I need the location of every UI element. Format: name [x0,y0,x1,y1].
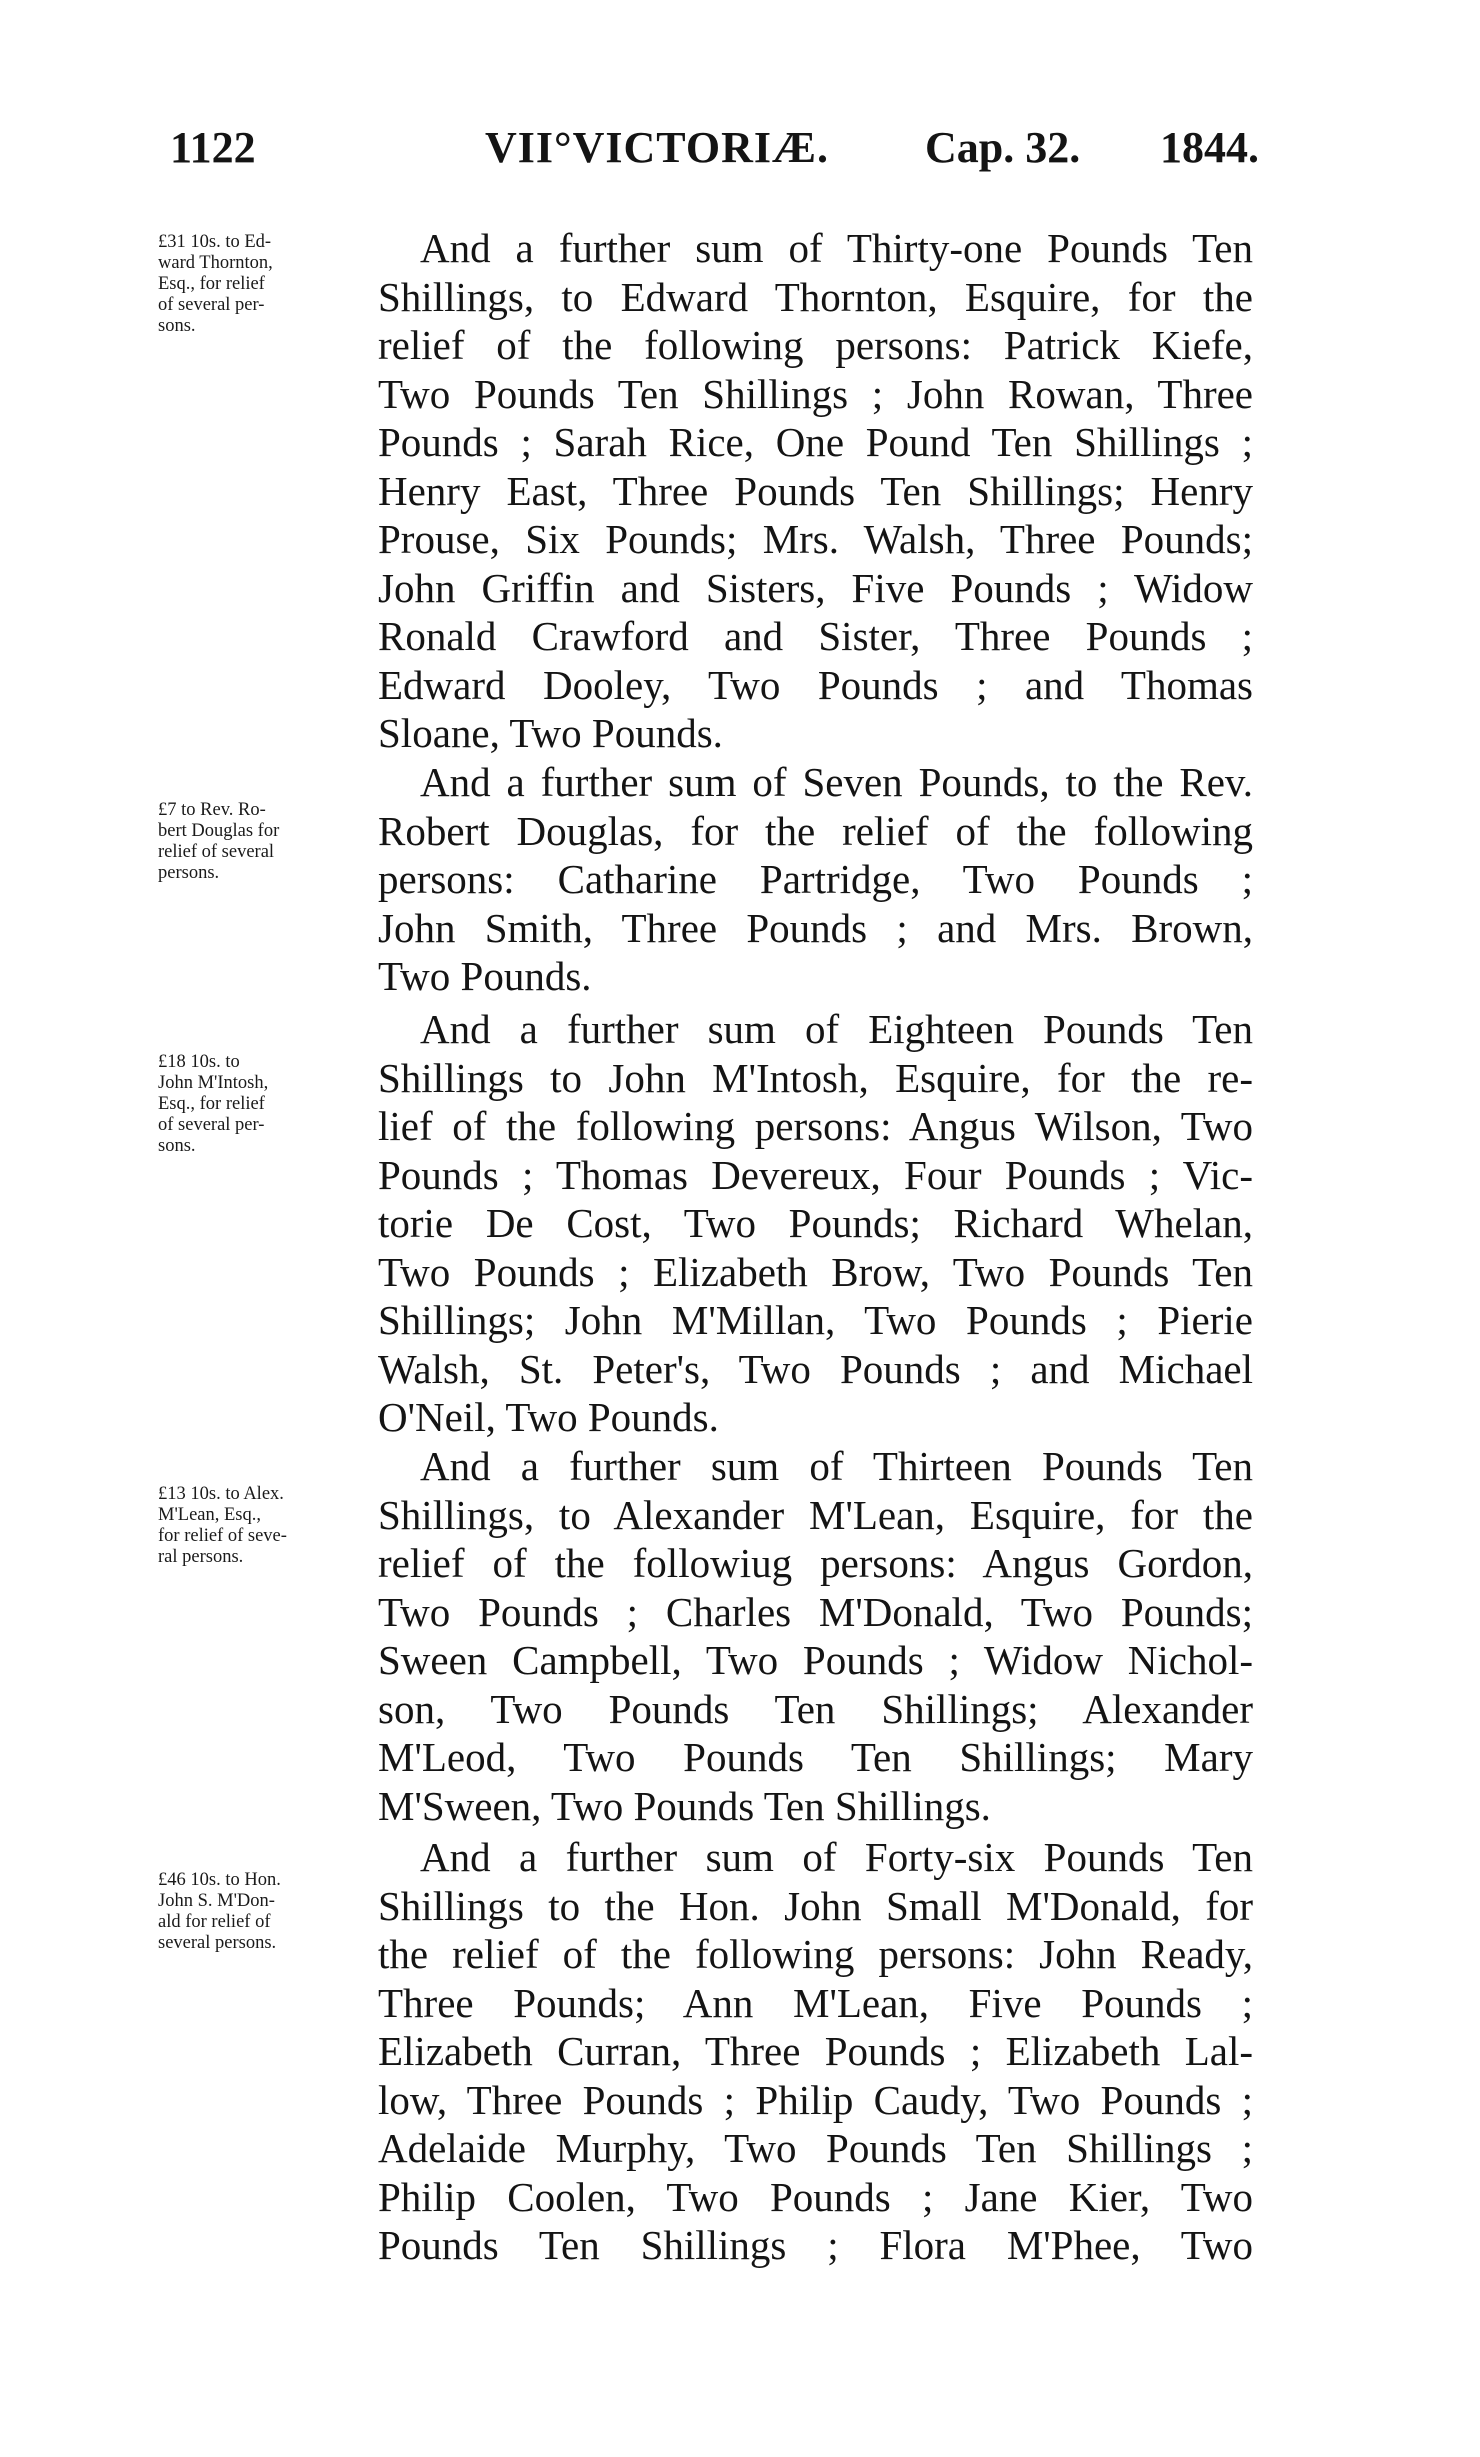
margin-note-line: sons. [158,316,196,336]
text-line: Philip Coolen, Two Pounds ; Jane Kier, Two [378,2173,1253,2220]
text-line: Sween Campbell, Two Pounds ; Widow Nichol- [378,1637,1253,1683]
margin-note-line: £7 to Rev. Ro- [158,800,266,820]
text-line: And a further sum of Thirteen Pounds Ten [420,1443,1253,1489]
text-line: Shillings to the Hon. John Small M'Donald, for [378,1882,1253,1929]
text-line: M'Leod, Two Pounds Ten Shillings; Mary [378,1734,1253,1780]
chapter-number: Cap. 32. [925,123,1081,172]
text-line: Robert Douglas, for the relief of the following [378,807,1253,854]
margin-note-line: £31 10s. to Ed- [158,232,272,252]
text-line: Two Pounds Ten Shillings ; John Rowan, Three [378,370,1253,417]
margin-note-douglas [158,800,368,884]
margin-note-line: ward Thornton, [158,253,273,273]
text-line: Shillings, to Alexander M'Lean, Esquire, for the [378,1491,1253,1538]
text-line: Prouse, Six Pounds; Mrs. Walsh, Three Pounds; [378,516,1253,562]
margin-note-mdonald [158,1870,368,1954]
text-line: And a further sum of Forty-six Pounds Ten [420,1834,1253,1880]
text-line: Elizabeth Curran, Three Pounds ; Elizabeth Lal- [378,2028,1253,2074]
text-line: Shillings, to Edward Thornton, Esquire, for the [378,273,1253,320]
text-line: And a further sum of Eighteen Pounds Ten [420,1006,1253,1052]
text-line: Two Pounds. [378,953,592,999]
page-header [170,118,1280,178]
text-line: Two Pounds ; Charles M'Donald, Two Pounds; [378,1588,1253,1635]
text-line: M'Sween, Two Pounds Ten Shillings. [378,1782,991,1829]
margin-note-line: of several per- [158,295,265,315]
year: 1844. [1160,123,1259,172]
text-line: Three Pounds; Ann M'Lean, Five Pounds ; [378,1979,1253,2026]
text-line: persons: Catharine Partridge, Two Pounds ; [378,856,1253,902]
text-line: O'Neil, Two Pounds. [378,1394,719,1440]
margin-note-thornton [158,232,368,337]
margin-note-line: M'Lean, Esq., [158,1505,262,1525]
text-line: Sloane, Two Pounds. [378,710,723,756]
margin-note-line: John S. M'Don- [158,1891,275,1911]
text-line: Pounds ; Sarah Rice, One Pound Ten Shillings ; [378,419,1253,465]
text-line: John Smith, Three Pounds ; and Mrs. Brown, [378,904,1253,951]
text-line: Edward Dooley, Two Pounds ; and Thomas [378,661,1253,708]
margin-note-line: £46 10s. to Hon. [158,1870,281,1890]
margin-note-mlean [158,1484,368,1568]
margin-note-line: persons. [158,863,220,883]
text-line: Pounds ; Thomas Devereux, Four Pounds ; Vic- [378,1151,1253,1198]
text-line: John Griffin and Sisters, Five Pounds ; Widow [378,564,1253,611]
margin-note-mintosh [158,1052,368,1157]
paragraph-douglas [378,758,1253,1001]
text-line: Ronald Crawford and Sister, Three Pounds ; [378,613,1253,659]
margin-note-line: ral persons. [158,1547,244,1567]
margin-note-line: Esq., for relief [158,274,265,294]
text-line: son, Two Pounds Ten Shillings; Alexander [378,1685,1253,1732]
paragraph-mlean [378,1442,1253,1830]
paragraph-thornton [378,224,1253,758]
margin-note-line: ald for relief of [158,1912,271,1932]
text-line: relief of the following persons: Patrick Kiefe, [378,322,1253,368]
margin-note-line: sons. [158,1136,196,1156]
text-line: And a further sum of Seven Pounds, to the Rev. [420,759,1253,805]
margin-note-line: £18 10s. to [158,1052,240,1072]
text-line: low, Three Pounds ; Philip Caudy, Two Pounds ; [378,2076,1253,2123]
margin-note-line: John M'Intosh, [158,1073,269,1093]
text-line: relief of the followiug persons: Angus Gordon, [378,1540,1253,1586]
text-line: Pounds Ten Shillings ; Flora M'Phee, Two [378,2222,1253,2268]
text-line: torie De Cost, Two Pounds; Richard Whelan, [378,1200,1253,1246]
margin-note-line: several persons. [158,1933,277,1953]
margin-note-line: £13 10s. to Alex. [158,1484,284,1504]
text-line: Shillings to John M'Intosh, Esquire, for the re- [378,1054,1253,1101]
paragraph-mdonald [378,1833,1253,2270]
margin-note-line: of several per- [158,1115,265,1135]
text-line: Two Pounds ; Elizabeth Brow, Two Pounds Ten [378,1248,1253,1295]
page-number: 1122 [170,123,256,172]
text-line: Shillings; John M'Millan, Two Pounds ; Pierie [378,1297,1253,1343]
text-line: Henry East, Three Pounds Ten Shillings; Henry [378,467,1253,514]
text-line: Adelaide Murphy, Two Pounds Ten Shillings ; [378,2125,1253,2171]
margin-note-line: relief of several [158,842,275,862]
running-title: VII°VICTORIÆ. [485,123,829,172]
margin-note-line: Esq., for relief [158,1094,265,1114]
text-line: Walsh, St. Peter's, Two Pounds ; and Michael [378,1345,1253,1392]
margin-note-line: for relief of seve- [158,1526,287,1546]
text-line: lief of the following persons: Angus Wilson, Two [378,1103,1253,1149]
text-line: the relief of the following persons: John Ready, [378,1931,1253,1977]
paragraph-mintosh [378,1005,1253,1442]
margin-note-line: bert Douglas for [158,821,280,841]
text-line: And a further sum of Thirty-one Pounds Ten [420,225,1253,271]
